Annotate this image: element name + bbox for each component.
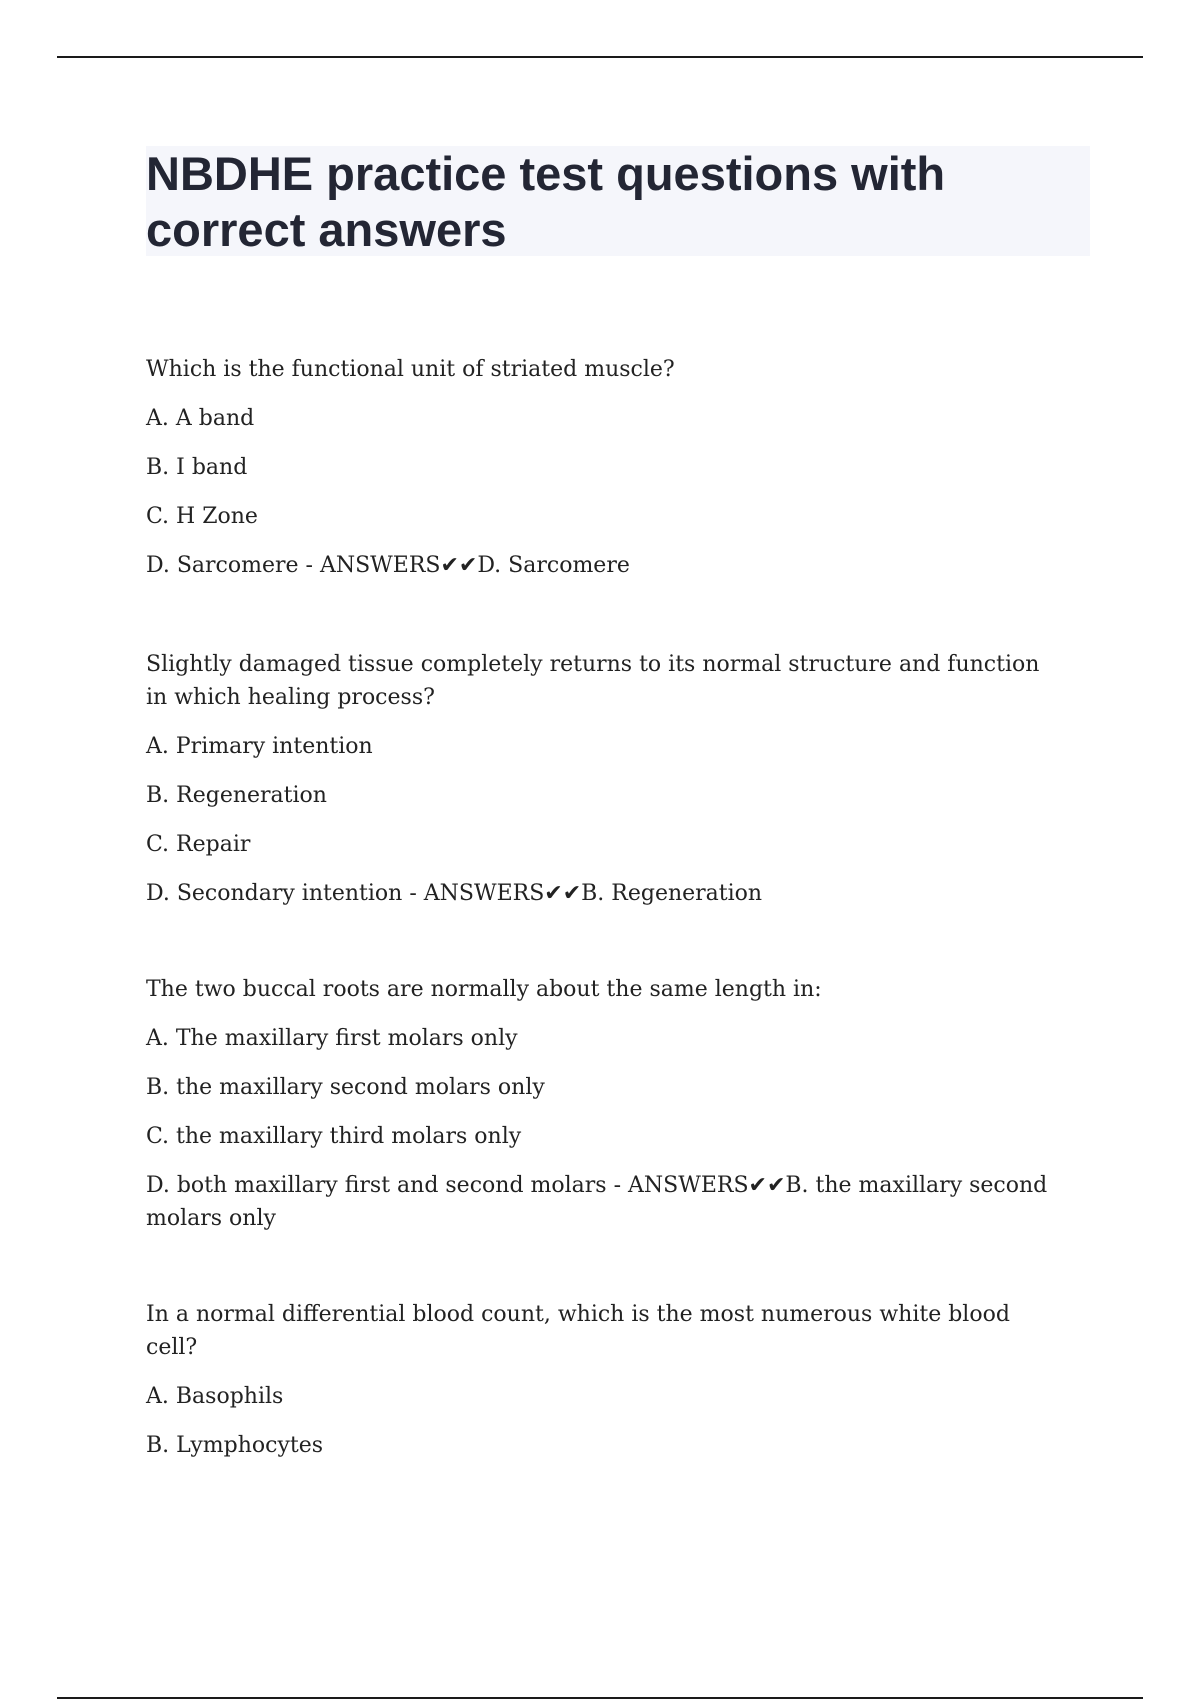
page-title: NBDHE practice test questions with correct answers <box>146 147 946 256</box>
answer-option-with-answer: D. Secondary intention - ANSWERS✔✔B. Regeneration <box>146 881 763 906</box>
answer-option: C. H Zone <box>146 504 258 529</box>
question-block <box>146 353 1066 598</box>
answer-option: A. A band <box>146 406 255 431</box>
answer-option: C. the maxillary third molars only <box>146 1124 522 1149</box>
answer-option: C. Repair <box>146 832 251 857</box>
question-text: Which is the functional unit of striated muscle? <box>146 357 675 382</box>
top-divider <box>57 56 1143 58</box>
answer-option: A. Basophils <box>146 1384 284 1409</box>
answer-option: A. The maxillary first molars only <box>146 1026 518 1051</box>
bottom-divider <box>57 1697 1143 1699</box>
answer-option-with-answer: D. both maxillary first and second molars - ANSWERS✔✔B. the maxillary second molars only <box>146 1173 1048 1231</box>
question-text: Slightly damaged tissue completely returns to its normal structure and function in which healing process? <box>146 652 1040 710</box>
question-text: In a normal differential blood count, which is the most numerous white blood cell? <box>146 1302 1010 1360</box>
answer-option: B. Regeneration <box>146 783 327 808</box>
answer-option: B. Lymphocytes <box>146 1433 324 1458</box>
question-text: The two buccal roots are normally about the same length in: <box>146 977 822 1002</box>
answer-option: A. Primary intention <box>146 734 373 759</box>
title-banner <box>146 146 1090 256</box>
question-block <box>146 1298 1066 1478</box>
question-block <box>146 973 1066 1251</box>
answer-option: B. I band <box>146 455 248 480</box>
answer-option-with-answer: D. Sarcomere - ANSWERS✔✔D. Sarcomere <box>146 553 630 578</box>
answer-option: B. the maxillary second molars only <box>146 1075 545 1100</box>
question-block <box>146 648 1066 926</box>
